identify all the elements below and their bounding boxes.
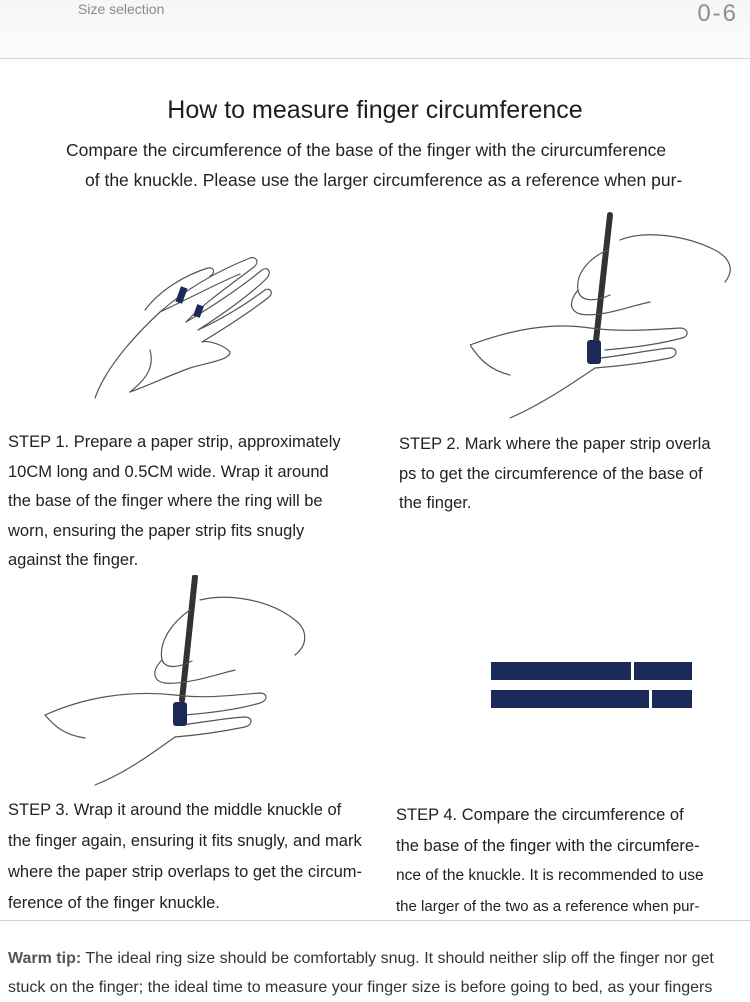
step4-strips-illustration [491,662,693,710]
step-3-text: STEP 3. Wrap it around the middle knuckle of the finger again, ensuring it fits snugly, and mark where the paper strip overlaps to get the circum- ference of the finger knuckle. [8,801,363,912]
paper-strip-base-overlap [634,662,692,680]
paper-strip-knuckle-overlap [652,690,692,708]
step-1-text: STEP 1. Prepare a paper strip, approximately 10CM long and 0.5CM wide. Wrap it around the base of the finger where the ring will be worn, ensuring the paper strip fits snugly against the finger. [8,433,341,569]
intro-line-1: Compare the circumference of the base of the finger with the cirurcumference [66,140,667,160]
section-label: Size selection [78,1,165,17]
page-title: How to measure finger circumference [167,96,583,124]
paper-strip-base [491,662,631,680]
warm-tip-label: Warm tip: [8,950,82,967]
intro-line-2: of the knuckle. Please use the larger circumference as a reference when pur- [85,170,683,190]
paper-strip-knuckle [491,690,649,708]
step2-hand-illustration [470,210,740,425]
step3-hand-illustration [40,575,320,790]
paper-strip-ring [173,702,187,726]
warm-tip-line-1: The ideal ring size should be comfortably snug. It should neither slip off the finger nor get [81,950,714,967]
step-4-text: STEP 4. Compare the circumference of the base of the finger with the circumfere- nce of the knuckle. It is recommended to use the larger of the two as a reference when pur- [396,806,704,915]
step1-hand-illustration [90,250,280,400]
divider [0,920,750,921]
step-2-text: STEP 2. Mark where the paper strip overla ps to get the circumference of the base of the finger. [399,435,711,512]
warm-tip [8,944,748,1002]
top-bar [0,0,750,59]
paper-strip-ring [587,340,601,364]
warm-tip-line-2: stuck on the finger; the ideal time to measure your finger size is before going to bed, as your fingers [8,979,713,996]
page-number: 0-6 [697,0,738,27]
